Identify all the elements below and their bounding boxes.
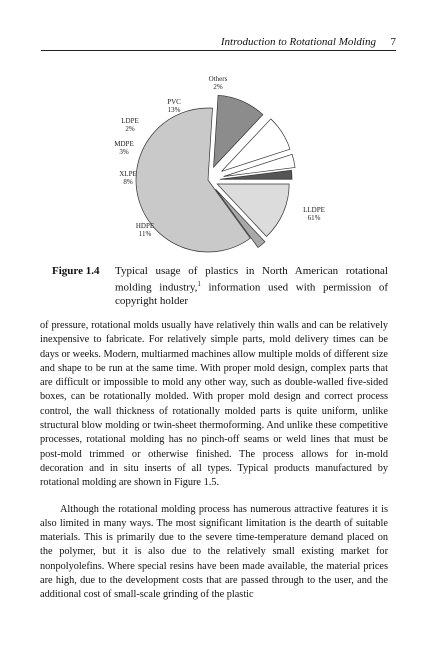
pie-slices — [136, 95, 295, 252]
pie-label-pvc: PVC 13% — [167, 98, 181, 114]
caption-text-end: information used with permission of copyright holder — [115, 281, 388, 307]
pie-label-hdpe: HDPE 11% — [135, 222, 155, 238]
running-header — [0, 33, 432, 49]
figure-caption — [52, 265, 388, 308]
paragraph: of pressure, rotational molds usually have relatively thin walls and can be relatively inexpensive to fabricate. For relatively simple parts, mold delivery times can be days or weeks. Modern, multiarmed machines allow multiple molds of different size and shape to be run at the same time. With proper mold design, complex parts that are difficult or impossible to mold any other way, such as double-walled five-sided boxes, can be rotationally molded. With proper mold design and correct process control, the wall thickness of rotationally molded parts is quite uniform, unlike structural blow molding or twin-sheet thermoforming. And unlike these competitive processes, rotational molding has no pinch-off seams or weld lines that must be post-mold trimmed or otherwise finished. The process allows for in-mold decoration and in situ inserts of all types. Typical products manufactured by rotational molding are shown in Figure 1.5. — [40, 320, 388, 489]
caption-text-start: Typical usage of plastics in North American rotational molding industry, — [115, 265, 388, 294]
footnote-ref: 1 — [197, 280, 201, 288]
pie-label-xlpe: XLPE 8% — [119, 170, 137, 186]
pie-chart — [90, 72, 340, 262]
caption-text — [115, 265, 388, 308]
running-title: Introduction to Rotational Molding — [220, 36, 376, 48]
figure-label: Figure 1.4 — [52, 265, 100, 277]
body-text — [40, 319, 388, 615]
pie-label-mdpe: MDPE 3% — [114, 140, 134, 156]
pie-label-lldpe: LLDPE 61% — [303, 206, 325, 222]
paragraph: Although the rotational molding process has numerous attractive features it is also limited in many ways. The most significant limitation is the dearth of suitable materials. This is primarily due to the severe time-temperature demand placed on the polymer, but it is also due to the relatively small existing market for nonpolyolefins. Where special resins have been made available, the material prices are high, due to the development costs that are passed through to the user, and the additional cost of small-scale grinding of the plastic — [40, 503, 388, 601]
pie-label-ldpe: LDPE 2% — [121, 117, 139, 133]
header-rule — [41, 50, 396, 51]
page-number: 7 — [390, 36, 396, 48]
pie-label-others: Others 2% — [208, 75, 228, 91]
